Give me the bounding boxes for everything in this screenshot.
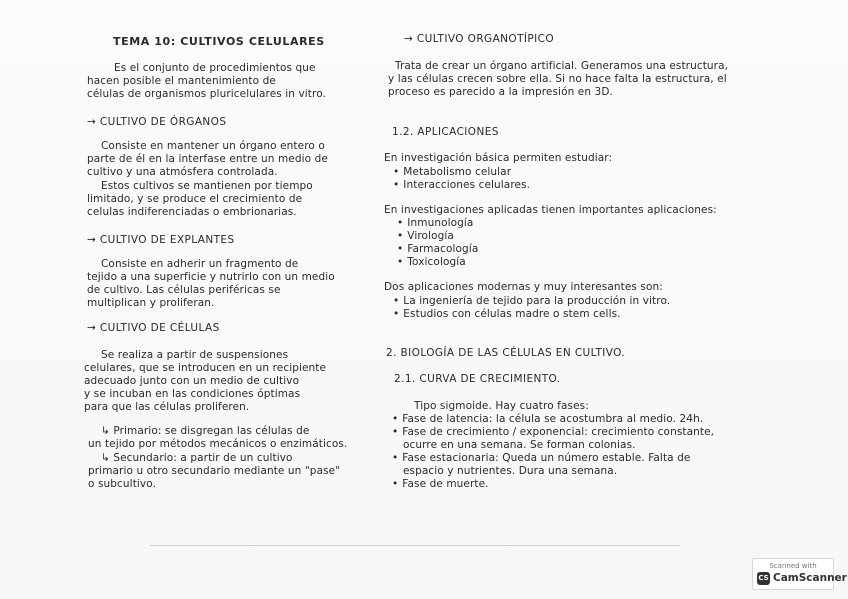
heading-aplicaciones: 1.2. APLICACIONES bbox=[392, 126, 499, 138]
aplicada-item: • Farmacología bbox=[397, 243, 478, 255]
primario-line: ↳ Primario: se disgregan las células de bbox=[101, 425, 310, 437]
organos-line: parte de él en la interfase entre un medio de bbox=[87, 153, 328, 165]
fase-line: • Fase de muerte. bbox=[392, 478, 489, 490]
basica-intro: En investigación básica permiten estudiar: bbox=[384, 152, 613, 164]
celulas-line: y se incuban en las condiciones óptimas bbox=[84, 388, 301, 400]
secundario-line: ↳ Secundario: a partir de un cultivo bbox=[101, 452, 293, 464]
heading-celulas: → CULTIVO DE CÉLULAS bbox=[87, 322, 220, 334]
celulas-line: Se realiza a partir de suspensiones bbox=[101, 349, 289, 361]
explantes-line: Consiste en adherir un fragmento de bbox=[101, 258, 299, 270]
organos-line: Estos cultivos se mantienen por tiempo bbox=[101, 180, 313, 192]
modernas-item: • La ingeniería de tejido para la producción in vitro. bbox=[393, 295, 670, 307]
badge-brand: CamScanner bbox=[773, 572, 847, 584]
secundario-line: o subcultivo. bbox=[88, 478, 157, 490]
aplicada-item: • Toxicología bbox=[397, 256, 466, 268]
aplicada-item: • Inmunología bbox=[397, 217, 473, 229]
heading-explantes: → CULTIVO DE EXPLANTES bbox=[87, 234, 235, 246]
page-title: TEMA 10: CULTIVOS CELULARES bbox=[113, 35, 325, 48]
celulas-line: adecuado junto con un medio de cultivo bbox=[84, 375, 300, 387]
organotipico-line: proceso es parecido a la impresión en 3D. bbox=[388, 86, 613, 98]
heading-organos: → CULTIVO DE ÓRGANOS bbox=[87, 116, 227, 128]
organotipico-line: Trata de crear un órgano artificial. Generamos una estructura, bbox=[395, 60, 729, 72]
celulas-line: celulares, que se introducen en un recipiente bbox=[84, 362, 327, 374]
organotipico-line: y las células crecen sobre ella. Si no hace falta la estructura, el bbox=[388, 73, 727, 85]
organos-line: Consiste en mantener un órgano entero o bbox=[101, 140, 325, 152]
explantes-line: tejido a una superficie y nutrirlo con un medio bbox=[87, 271, 335, 283]
modernas-item: • Estudios con células madre o stem cells. bbox=[393, 308, 621, 320]
fase-line: • Fase de crecimiento / exponencial: crecimiento constante, bbox=[392, 426, 714, 438]
intro-line: células de organismos pluricelulares in vitro. bbox=[87, 88, 326, 100]
basica-item: • Interacciones celulares. bbox=[393, 179, 530, 191]
explantes-line: multiplican y proliferan. bbox=[87, 297, 215, 309]
curva-intro: Tipo sigmoide. Hay cuatro fases: bbox=[414, 400, 589, 412]
fase-line: espacio y nutrientes. Dura una semana. bbox=[403, 465, 618, 477]
organos-line: celulas indiferenciadas o embrionarias. bbox=[87, 206, 297, 218]
aplicada-item: • Virología bbox=[397, 230, 454, 242]
badge-caption: Scanned with bbox=[769, 562, 817, 570]
explantes-line: de cultivo. Las células periféricas se bbox=[87, 284, 281, 296]
fase-line: • Fase de latencia: la célula se acostumbra al medio. 24h. bbox=[392, 413, 703, 425]
intro-line: Es el conjunto de procedimientos que bbox=[114, 62, 316, 74]
fase-line: ocurre en una semana. Se forman colonias. bbox=[403, 439, 636, 451]
heading-biologia: 2. BIOLOGÍA DE LAS CÉLULAS EN CULTIVO. bbox=[386, 347, 626, 359]
organos-line: cultivo y una atmósfera controlada. bbox=[87, 166, 278, 178]
camscanner-badge bbox=[752, 558, 847, 590]
fase-line: • Fase estacionaria: Queda un número estable. Falta de bbox=[392, 452, 690, 464]
camscanner-logo-icon: CS bbox=[757, 572, 770, 585]
page-divider bbox=[150, 545, 680, 546]
organos-line: limitado, y se produce el crecimiento de bbox=[87, 193, 303, 205]
celulas-line: para que las células proliferen. bbox=[84, 401, 250, 413]
basica-item: • Metabolismo celular bbox=[393, 166, 511, 178]
primario-line: un tejido por métodos mecánicos o enzimáticos. bbox=[88, 438, 348, 450]
modernas-intro: Dos aplicaciones modernas y muy interesantes son: bbox=[384, 281, 663, 293]
secundario-line: primario u otro secundario mediante un "pase" bbox=[88, 465, 341, 477]
heading-curva: 2.1. CURVA DE CRECIMIENTO. bbox=[394, 373, 561, 385]
intro-line: hacen posible el mantenimiento de bbox=[87, 75, 276, 87]
heading-organotipico: → CULTIVO ORGANOTÍPICO bbox=[404, 33, 555, 45]
aplicada-intro: En investigaciones aplicadas tienen importantes aplicaciones: bbox=[384, 204, 717, 216]
